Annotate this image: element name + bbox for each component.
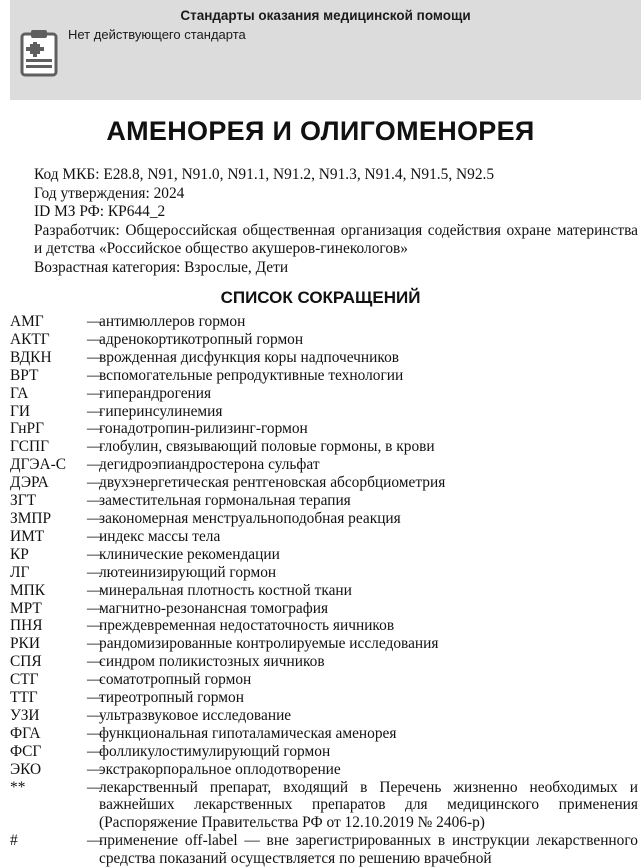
abbreviation-term: АКТГ	[10, 330, 50, 348]
abbreviation-row	[10, 653, 638, 671]
abbreviation-term: ВДКН	[10, 348, 52, 366]
abbreviation-definition: двухэнергетическая рентгеновская абсорбциометрия	[99, 474, 446, 492]
abbreviation-definition: закономерная менструальноподобная реакция	[99, 509, 401, 527]
abbreviation-term: ФГА	[10, 724, 41, 742]
abbreviations-list	[10, 313, 638, 868]
abbreviation-term: ФСГ	[10, 742, 42, 760]
standards-title: Стандарты оказания медицинской помощи	[180, 8, 471, 23]
abbreviation-definition: врожденная дисфункция коры надпочечников	[99, 348, 400, 366]
abbreviation-term: МРТ	[10, 599, 42, 617]
abbreviation-definition: глобулин, связывающий половые гормоны, в крови	[99, 438, 435, 456]
abbreviation-definition: гиперинсулинемия	[99, 402, 223, 420]
abbreviation-definition: соматотропный гормон	[99, 671, 252, 689]
abbreviation-dash: —	[87, 671, 103, 689]
abbreviation-definition: экстракорпоральное оплодотворение	[99, 760, 341, 778]
abbreviation-dash: —	[87, 617, 103, 635]
abbreviation-dash: —	[87, 313, 103, 330]
abbreviation-definition: лекарственный препарат, входящий в Перечень жизненно необходимых и важнейших лекарственных препаратов для медицинского применения (Распоряжение Правительства РФ от 12.10.2019 № 2406-р)	[99, 778, 638, 832]
abbreviation-row	[10, 671, 638, 689]
abbreviation-term: ВРТ	[10, 366, 39, 384]
abbreviation-term: ГСПГ	[10, 438, 49, 456]
abbreviation-row	[10, 564, 638, 582]
abbreviation-row	[10, 438, 638, 456]
abbreviation-dash: —	[87, 724, 103, 742]
abbreviation-row	[10, 689, 638, 707]
abbreviation-term: ГА	[10, 384, 29, 402]
abbreviation-definition: заместительная гормональная терапия	[99, 492, 351, 510]
abbreviation-term: ПНЯ	[10, 617, 43, 635]
abbreviation-row	[10, 403, 638, 421]
abbreviation-row	[10, 474, 638, 492]
abbreviation-definition: тиреотропный гормон	[99, 689, 244, 707]
abbreviation-term: РКИ	[10, 635, 40, 653]
abbreviation-definition: индекс массы тела	[99, 527, 221, 545]
abbreviation-dash: —	[87, 742, 103, 760]
abbreviation-dash: —	[87, 599, 103, 617]
abbreviation-row	[10, 510, 638, 528]
abbreviation-row	[10, 600, 638, 618]
abbreviation-row	[10, 761, 638, 779]
abbreviation-definition: гонадотропин-рилизинг-гормон	[99, 420, 308, 438]
abbreviation-dash: —	[87, 563, 103, 581]
abbreviation-definition: функциональная гипоталамическая аменорея	[99, 724, 397, 742]
abbreviation-row	[10, 385, 638, 403]
abbreviation-row	[10, 743, 638, 761]
abbreviation-definition: адренокортикотропный гормон	[99, 330, 304, 348]
abbreviation-definition: преждевременная недостаточность яичников	[99, 617, 395, 635]
abbreviation-row	[10, 707, 638, 725]
abbreviation-dash: —	[87, 706, 103, 724]
document-title: АМЕНОРЕЯ И ОЛИГОМЕНОРЕЯ	[106, 116, 535, 146]
abbreviation-definition: ультразвуковое исследование	[99, 706, 292, 724]
abbreviation-definition: минеральная плотность костной ткани	[99, 581, 352, 599]
abbreviation-definition: дегидроэпиандростерона сульфат	[99, 456, 320, 474]
abbreviation-row	[10, 313, 638, 331]
abbreviations-heading: СПИСОК СОКРАЩЕНИЙ	[220, 288, 421, 307]
abbreviation-row	[10, 528, 638, 546]
abbreviation-dash: —	[87, 402, 103, 420]
abbreviation-row	[10, 832, 638, 868]
abbreviation-definition: фолликулостимулирующий гормон	[99, 742, 331, 760]
abbreviation-term: ГИ	[10, 402, 31, 420]
abbreviation-row	[10, 492, 638, 510]
abbreviation-term: ИМТ	[10, 527, 45, 545]
abbreviation-term: ДЭРА	[10, 474, 49, 492]
abbreviation-row	[10, 331, 638, 349]
abbreviation-row	[10, 725, 638, 743]
abbreviation-term: ЗГТ	[10, 492, 37, 510]
abbreviation-definition: синдром поликистозных яичников	[99, 653, 325, 671]
abbreviation-term: #	[10, 832, 18, 850]
abbreviation-term: ЭКО	[10, 760, 42, 778]
abbreviation-term: СПЯ	[10, 653, 42, 671]
standards-header-bar	[10, 0, 641, 100]
abbreviation-dash: —	[87, 474, 103, 492]
abbreviation-dash: —	[87, 348, 103, 366]
approval-year: Год утверждения: 2024	[34, 184, 185, 202]
ministry-id: ID МЗ РФ: КР644_2	[34, 203, 166, 220]
abbreviation-definition: вспомогательные репродуктивные технологии	[99, 366, 404, 384]
abbreviation-dash: —	[87, 366, 103, 384]
abbreviation-row	[10, 349, 638, 367]
abbreviation-term: ДГЭА-С	[10, 456, 67, 474]
abbreviation-term: КР	[10, 545, 29, 563]
abbreviation-definition: гиперандрогения	[99, 384, 212, 402]
age-category: Возрастная категория: Взрослые, Дети	[34, 258, 289, 276]
abbreviation-dash: —	[87, 689, 103, 707]
abbreviation-definition: магнитно-резонансная томография	[99, 599, 329, 617]
abbreviation-dash: —	[87, 832, 103, 850]
abbreviation-row	[10, 635, 638, 653]
abbreviation-row	[10, 617, 638, 635]
abbreviation-definition: лютеинизирующий гормон	[99, 563, 277, 581]
abbreviation-dash: —	[87, 384, 103, 402]
abbreviation-term: АМГ	[10, 313, 44, 330]
mkb-codes: Код МКБ: E28.8, N91, N91.0, N91.1, N91.2, N91.3, N91.4, N91.5, N92.5	[34, 166, 495, 183]
abbreviation-row	[10, 420, 638, 438]
abbreviation-dash: —	[87, 330, 103, 348]
clipboard-cross-icon	[19, 28, 59, 78]
abbreviation-definition: применение off-label — вне зарегистрированных в инструкции лекарственного средства показаний осуществляется по решению врачебной	[99, 832, 638, 868]
abbreviation-row	[10, 779, 638, 833]
abbreviation-dash: —	[87, 545, 103, 563]
abbreviation-term: СТГ	[10, 671, 39, 689]
abbreviation-row	[10, 456, 638, 474]
abbreviation-dash: —	[87, 420, 103, 438]
abbreviation-row	[10, 546, 638, 564]
abbreviation-dash: —	[87, 581, 103, 599]
abbreviation-dash: —	[87, 635, 103, 653]
abbreviation-dash: —	[87, 456, 103, 474]
developer: Разработчик: Общероссийская общественная организация содействия охране материнства и детства «Российское общество акушеров-гинекологов»	[34, 221, 638, 257]
abbreviation-term: МПК	[10, 581, 46, 599]
abbreviation-dash: —	[87, 760, 103, 778]
abbreviation-term: ЛГ	[10, 563, 30, 581]
abbreviation-term: ГнРГ	[10, 420, 45, 438]
abbreviation-dash: —	[87, 778, 103, 796]
abbreviation-dash: —	[87, 527, 103, 545]
abbreviation-dash: —	[87, 438, 103, 456]
document-meta	[34, 166, 638, 277]
abbreviation-definition: рандомизированные контролируемые исследования	[99, 635, 439, 653]
abbreviation-row	[10, 582, 638, 600]
abbreviation-definition: антимюллеров гормон	[99, 313, 246, 330]
abbreviation-dash: —	[87, 509, 103, 527]
abbreviation-definition: клинические рекомендации	[99, 545, 280, 563]
abbreviation-dash: —	[87, 492, 103, 510]
standard-status: Нет действующего стандарта	[68, 27, 246, 42]
abbreviation-term: УЗИ	[10, 706, 40, 724]
abbreviation-row	[10, 367, 638, 385]
abbreviation-term: ЗМПР	[10, 509, 52, 527]
abbreviation-dash: —	[87, 653, 103, 671]
abbreviation-term: **	[10, 778, 26, 796]
abbreviation-term: ТТГ	[10, 689, 38, 707]
